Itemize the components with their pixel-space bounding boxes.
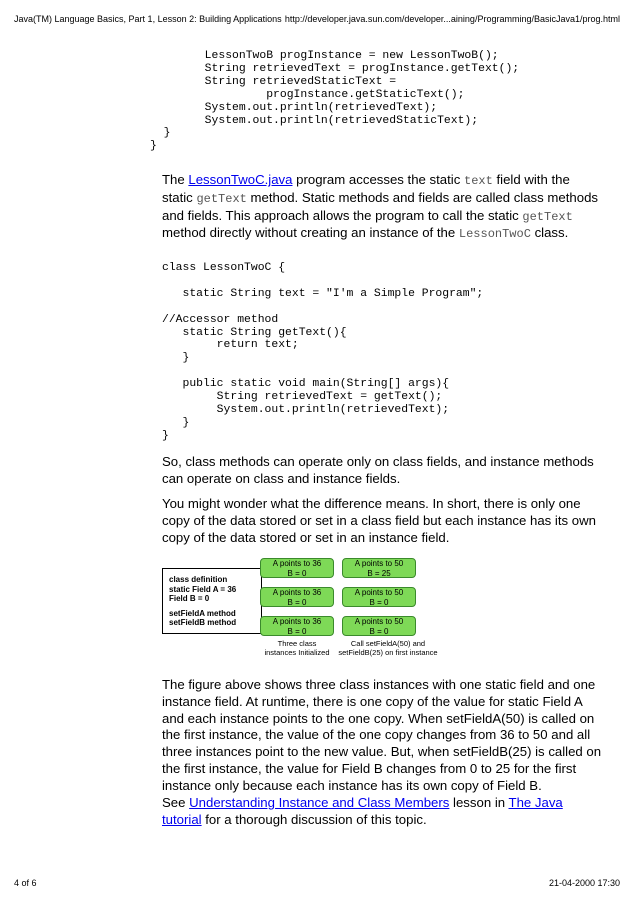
inline-code: LessonTwoC [458,227,531,242]
paragraph-see-also: See Understanding Instance and Class Members lesson in The Java tutorial for a thorough discussion of this topic. [162,795,563,827]
instance-right-2: A points to 50 B = 0 [342,587,416,607]
inline-code: text [464,174,493,188]
instance-right-3: A points to 50 B = 0 [342,616,416,636]
paragraph-lessontwoc: The LessonTwoC.java program accesses the static text field with the static getText method. Static methods and fields are called class methods and fields. This approach allows the program to call the static getText method directly without creating an instance of the LessonTwoC class. [162,172,598,242]
paragraph-difference: You might wonder what the difference means. In short, there is only one copy of the data stored or set in a class field but each instance has its own copy of the data stored or set in an instance field. [162,496,596,545]
page-header-title: Java(TM) Language Basics, Part 1, Lesson 2: Building Applications [14,14,282,24]
instances-figure [160,558,460,663]
instance-left-1: A points to 36 B = 0 [260,558,334,578]
print-datetime: 21-04-2000 17:30 [548,878,620,888]
page-header-url: http://developer.java.sun.com/developer...aining/Programming/BasicJava1/prog.html [284,14,620,24]
lessontwoc-link[interactable]: LessonTwoC.java [188,172,293,187]
java-tutorial-link[interactable]: The Java tutorial [162,795,563,827]
instance-left-2: A points to 36 B = 0 [260,587,334,607]
instance-left-3: A points to 36 B = 0 [260,616,334,636]
inline-code: getText [522,209,573,224]
page-number: 4 of 6 [14,878,37,888]
class-definition-box: class definition static Field A = 36 Field B = 0 setFieldA method setFieldB method [162,568,262,634]
paragraph-class-methods: So, class methods can operate only on class fields, and instance methods can operate on class and instance fields. [162,454,594,486]
instance-class-members-link[interactable]: Understanding Instance and Class Members [189,795,450,810]
code-block-lessontwob: LessonTwoB progInstance = new LessonTwoB(); String retrievedText = progInstance.getText(); String retrievedStaticText = progInstance.getStaticText(); System.out.println(retrievedText); System.out.println(retrievedStaticText); } } [150,50,520,153]
instance-right-1: A points to 50 B = 25 [342,558,416,578]
paragraph-figure-explanation: The figure above shows three class instances with one static field and one instance field. At runtime, there is one copy of the value for static Field A and each instance points to the one copy. When setFieldA(50) is called on the first instance, the value of the one copy changes from 36 to 50 and all three instances point to the new value. But, when setFieldB(25) is called on the first instance, the value for Field B changes from 0 to 25 for the first instance only because each instance has its own copy of Field B. [162,677,602,793]
caption-left: Three class instances Initialized [264,639,330,657]
code-block-lessontwoc: class LessonTwoC { static String text = "I'm a Simple Program"; //Accessor method static String getText(){ return text; } public static void main(String[] args){ String retrievedText = getText(); System.out.println(retrievedText); } } [162,262,484,442]
caption-right: Call setFieldA(50) and setFieldB(25) on first instance [338,639,438,657]
inline-code: getText [196,191,247,206]
